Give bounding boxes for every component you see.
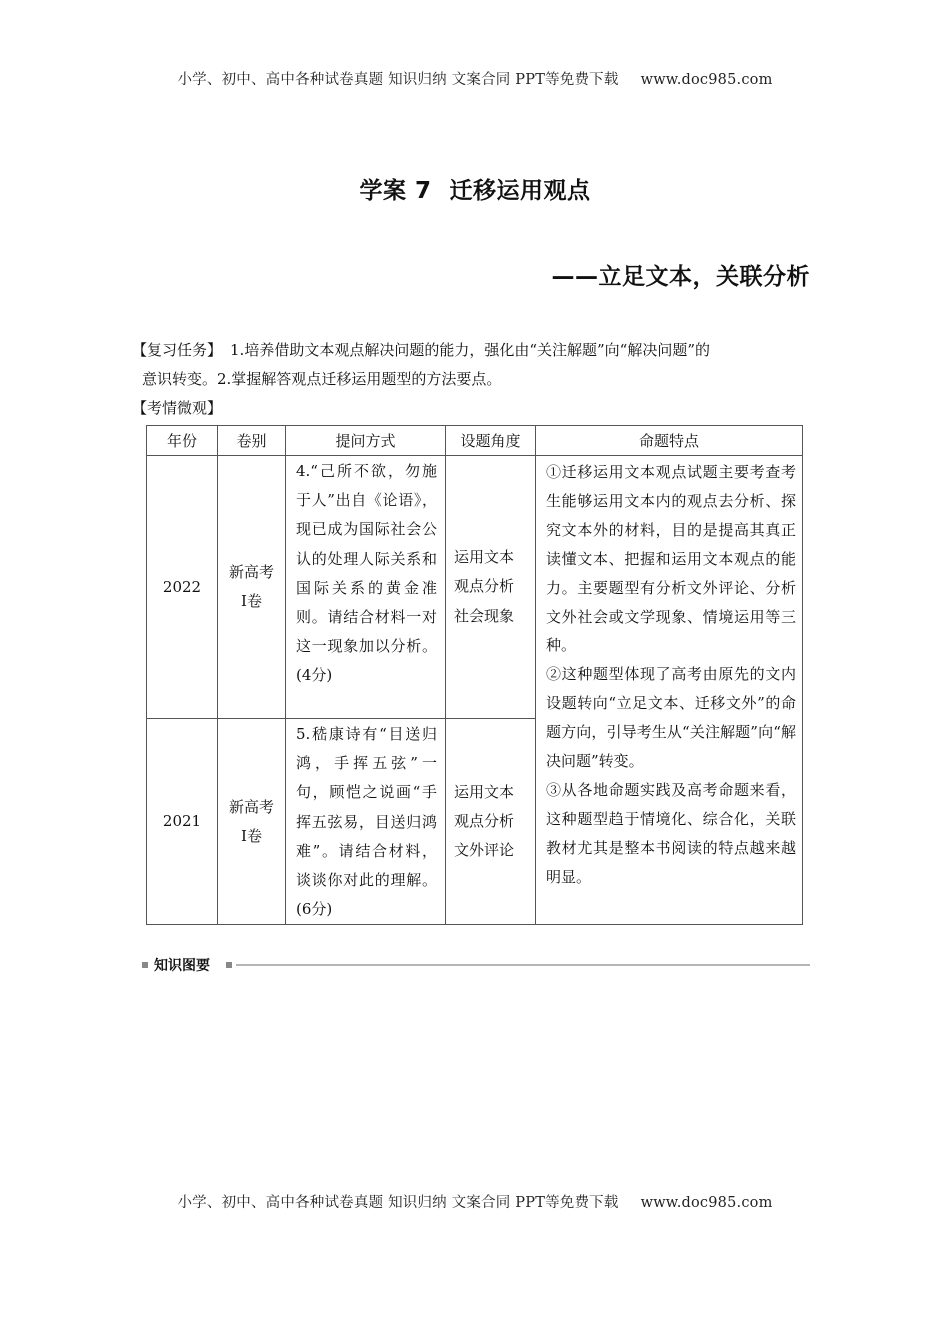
header-angle: 设题角度 <box>446 426 536 456</box>
footer-site: www.doc985.com <box>640 1195 773 1211</box>
feature-item: ③从各地命题实践及高考命题来看，这种题型趋于情境化、综合化，关联教材尤其是整本书阅读的特点越来越明显。 <box>546 780 796 886</box>
table-header-row <box>147 426 803 456</box>
angle-line: 运用文本 <box>454 548 515 567</box>
paper-cell <box>218 456 286 719</box>
table-row <box>147 456 803 719</box>
exam-analysis-table <box>146 425 803 925</box>
header-paper: 卷别 <box>218 426 286 456</box>
footer-text: 小学、初中、高中各种试卷真题 知识归纳 文案合同 PPT等免费下载 <box>177 1195 619 1211</box>
header-text: 小学、初中、高中各种试卷真题 知识归纳 文案合同 PPT等免费下载 <box>177 72 619 88</box>
paper-line: Ⅰ卷 <box>241 826 262 845</box>
paper-line: 新高考 <box>228 797 274 816</box>
page-subtitle: ——立足文本，关联分析 <box>551 264 810 290</box>
paper-cell <box>218 719 286 925</box>
review-text-1: 1.培养借助文本观点解决问题的能力，强化由“关注解题”向“解决问题”的 <box>230 341 711 359</box>
question-cell: 5.嵇康诗有“目送归鸿，手挥五弦”一句，顾恺之说画“手挥五弦易，目送归鸿难”。请结合材料，谈谈你对此的理解。(6分) <box>286 719 446 925</box>
question-cell: 4.“己所不欲，勿施于人”出自《论语》，现已成为国际社会公认的处理人际关系和国际关系的黄金准则。请结合材料一对这一现象加以分析。(4分) <box>286 456 446 719</box>
header-year: 年份 <box>147 426 218 456</box>
title-prefix: 学案 7 <box>359 178 432 204</box>
divider-line <box>236 964 810 966</box>
review-task <box>132 336 816 394</box>
header-site: www.doc985.com <box>640 72 773 88</box>
paper-line: Ⅰ卷 <box>241 592 262 610</box>
page-footer <box>0 1191 950 1212</box>
year-cell: 2021 <box>147 719 218 925</box>
angle-line: 社会现象 <box>454 606 515 625</box>
angle-cell <box>446 719 536 925</box>
angle-line: 运用文本 <box>454 782 515 801</box>
features-cell <box>536 456 803 925</box>
angle-line: 观点分析 <box>454 812 515 831</box>
review-line-2: 意识转变。2.掌握解答观点迁移运用题型的方法要点。 <box>142 370 502 388</box>
review-label: 【复习任务】 <box>132 341 223 359</box>
header-features: 命题特点 <box>536 426 803 456</box>
year-cell: 2022 <box>147 456 218 719</box>
paper-line: 新高考 <box>228 563 274 581</box>
feature-item: ①迁移运用文本观点试题主要考查考生能够运用文本内的观点去分析、探究文本外的材料，目的是提高其真正读懂文本、把握和运用文本观点的能力。主要题型有分析文外评论、分析文外社会或文学现象、情境运用等三种。 <box>546 463 796 655</box>
angle-line: 观点分析 <box>454 577 515 596</box>
section-divider <box>140 956 810 976</box>
header-question: 提问方式 <box>286 426 446 456</box>
angle-line: 文外评论 <box>454 841 515 860</box>
section-title: 知识图要 <box>154 958 210 974</box>
feature-item: ②这种题型体现了高考由原先的文内设题转向“立足文本、迁移文外”的命题方向，引导考生从“关注解题”向“解决问题”转变。 <box>546 665 796 771</box>
page-header <box>0 68 950 89</box>
review-line-1 <box>132 336 816 365</box>
bullet-square-icon <box>226 962 232 968</box>
page-title <box>0 172 950 205</box>
title-main: 迁移运用观点 <box>449 178 591 204</box>
bullet-square-icon <box>142 962 148 968</box>
kaoqing-label: 【考情微观】 <box>132 399 223 417</box>
angle-cell <box>446 456 536 719</box>
